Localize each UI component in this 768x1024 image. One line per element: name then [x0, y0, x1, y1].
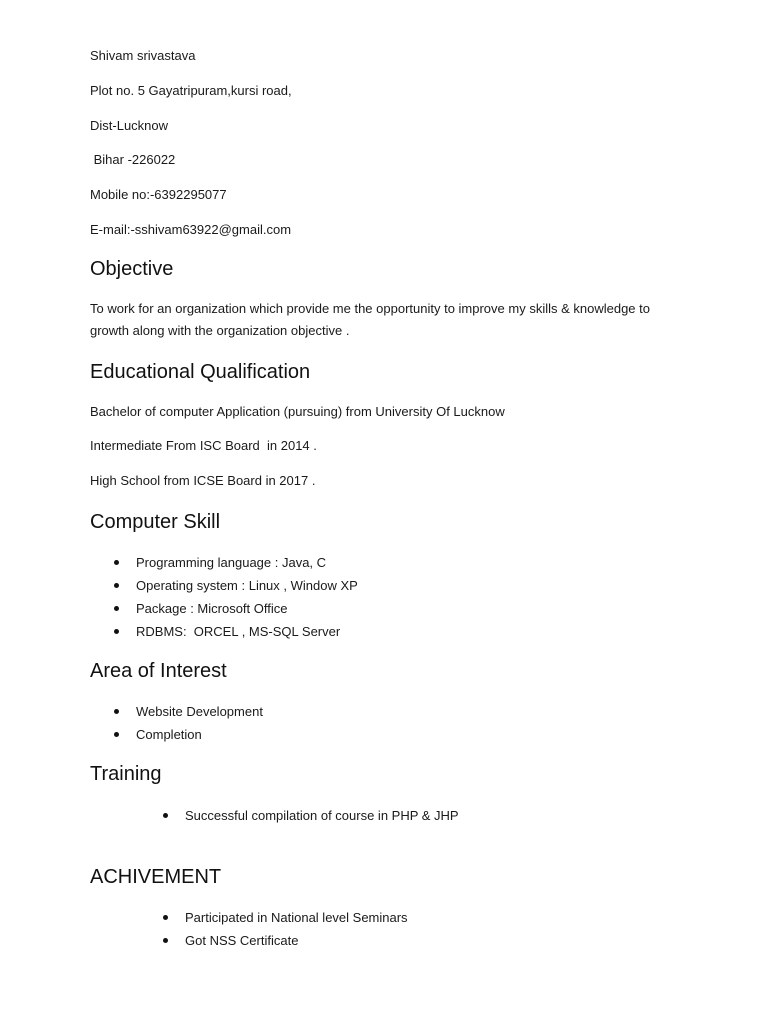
training-list: [160, 804, 459, 827]
list-item: RDBMS: ORCEL , MS-SQL Server: [90, 620, 358, 643]
bullet-icon: [114, 560, 119, 565]
contact-district: Dist-Lucknow: [90, 118, 169, 133]
bullet-icon: [163, 915, 168, 920]
interest-heading: Area of Interest: [90, 660, 227, 682]
interest-list: [90, 700, 263, 746]
bullet-icon: [114, 583, 119, 588]
contact-mobile: Mobile no:-6392295077: [90, 187, 227, 202]
education-item: High School from ICSE Board in 2017 .: [90, 473, 316, 488]
contact-email: E-mail:-sshivam63922@gmail.com: [90, 222, 292, 237]
education-heading: Educational Qualification: [90, 361, 311, 383]
contact-state-pin: Bihar -226022: [90, 152, 176, 167]
bullet-icon: [114, 709, 119, 714]
bullet-icon: [114, 732, 119, 737]
list-item: Programming language : Java, C: [90, 551, 358, 574]
list-item: Successful compilation of course in PHP & JHP: [160, 804, 459, 827]
list-item: Completion: [90, 723, 263, 746]
bullet-icon: [114, 606, 119, 611]
education-item: Intermediate From ISC Board in 2014 .: [90, 438, 317, 453]
contact-name: Shivam srivastava: [90, 48, 196, 63]
bullet-icon: [114, 629, 119, 634]
objective-heading: Objective: [90, 258, 174, 280]
computer-skill-heading: Computer Skill: [90, 511, 221, 533]
objective-text: To work for an organization which provide me the opportunity to improve my skills & knowledge to growth along with the organization objective .: [90, 301, 650, 338]
list-item: Website Development: [90, 700, 263, 723]
list-item: Got NSS Certificate: [160, 929, 408, 952]
achievement-heading: ACHIVEMENT: [90, 866, 222, 888]
education-item: Bachelor of computer Application (pursuing) from University Of Lucknow: [90, 404, 505, 419]
bullet-icon: [163, 813, 168, 818]
training-heading: Training: [90, 763, 162, 785]
list-item: Package : Microsoft Office: [90, 597, 358, 620]
list-item: Operating system : Linux , Window XP: [90, 574, 358, 597]
list-item: Participated in National level Seminars: [160, 906, 408, 929]
bullet-icon: [163, 938, 168, 943]
computer-skill-list: [90, 551, 358, 643]
achievement-list: [160, 906, 408, 952]
contact-address: Plot no. 5 Gayatripuram,kursi road,: [90, 83, 292, 98]
